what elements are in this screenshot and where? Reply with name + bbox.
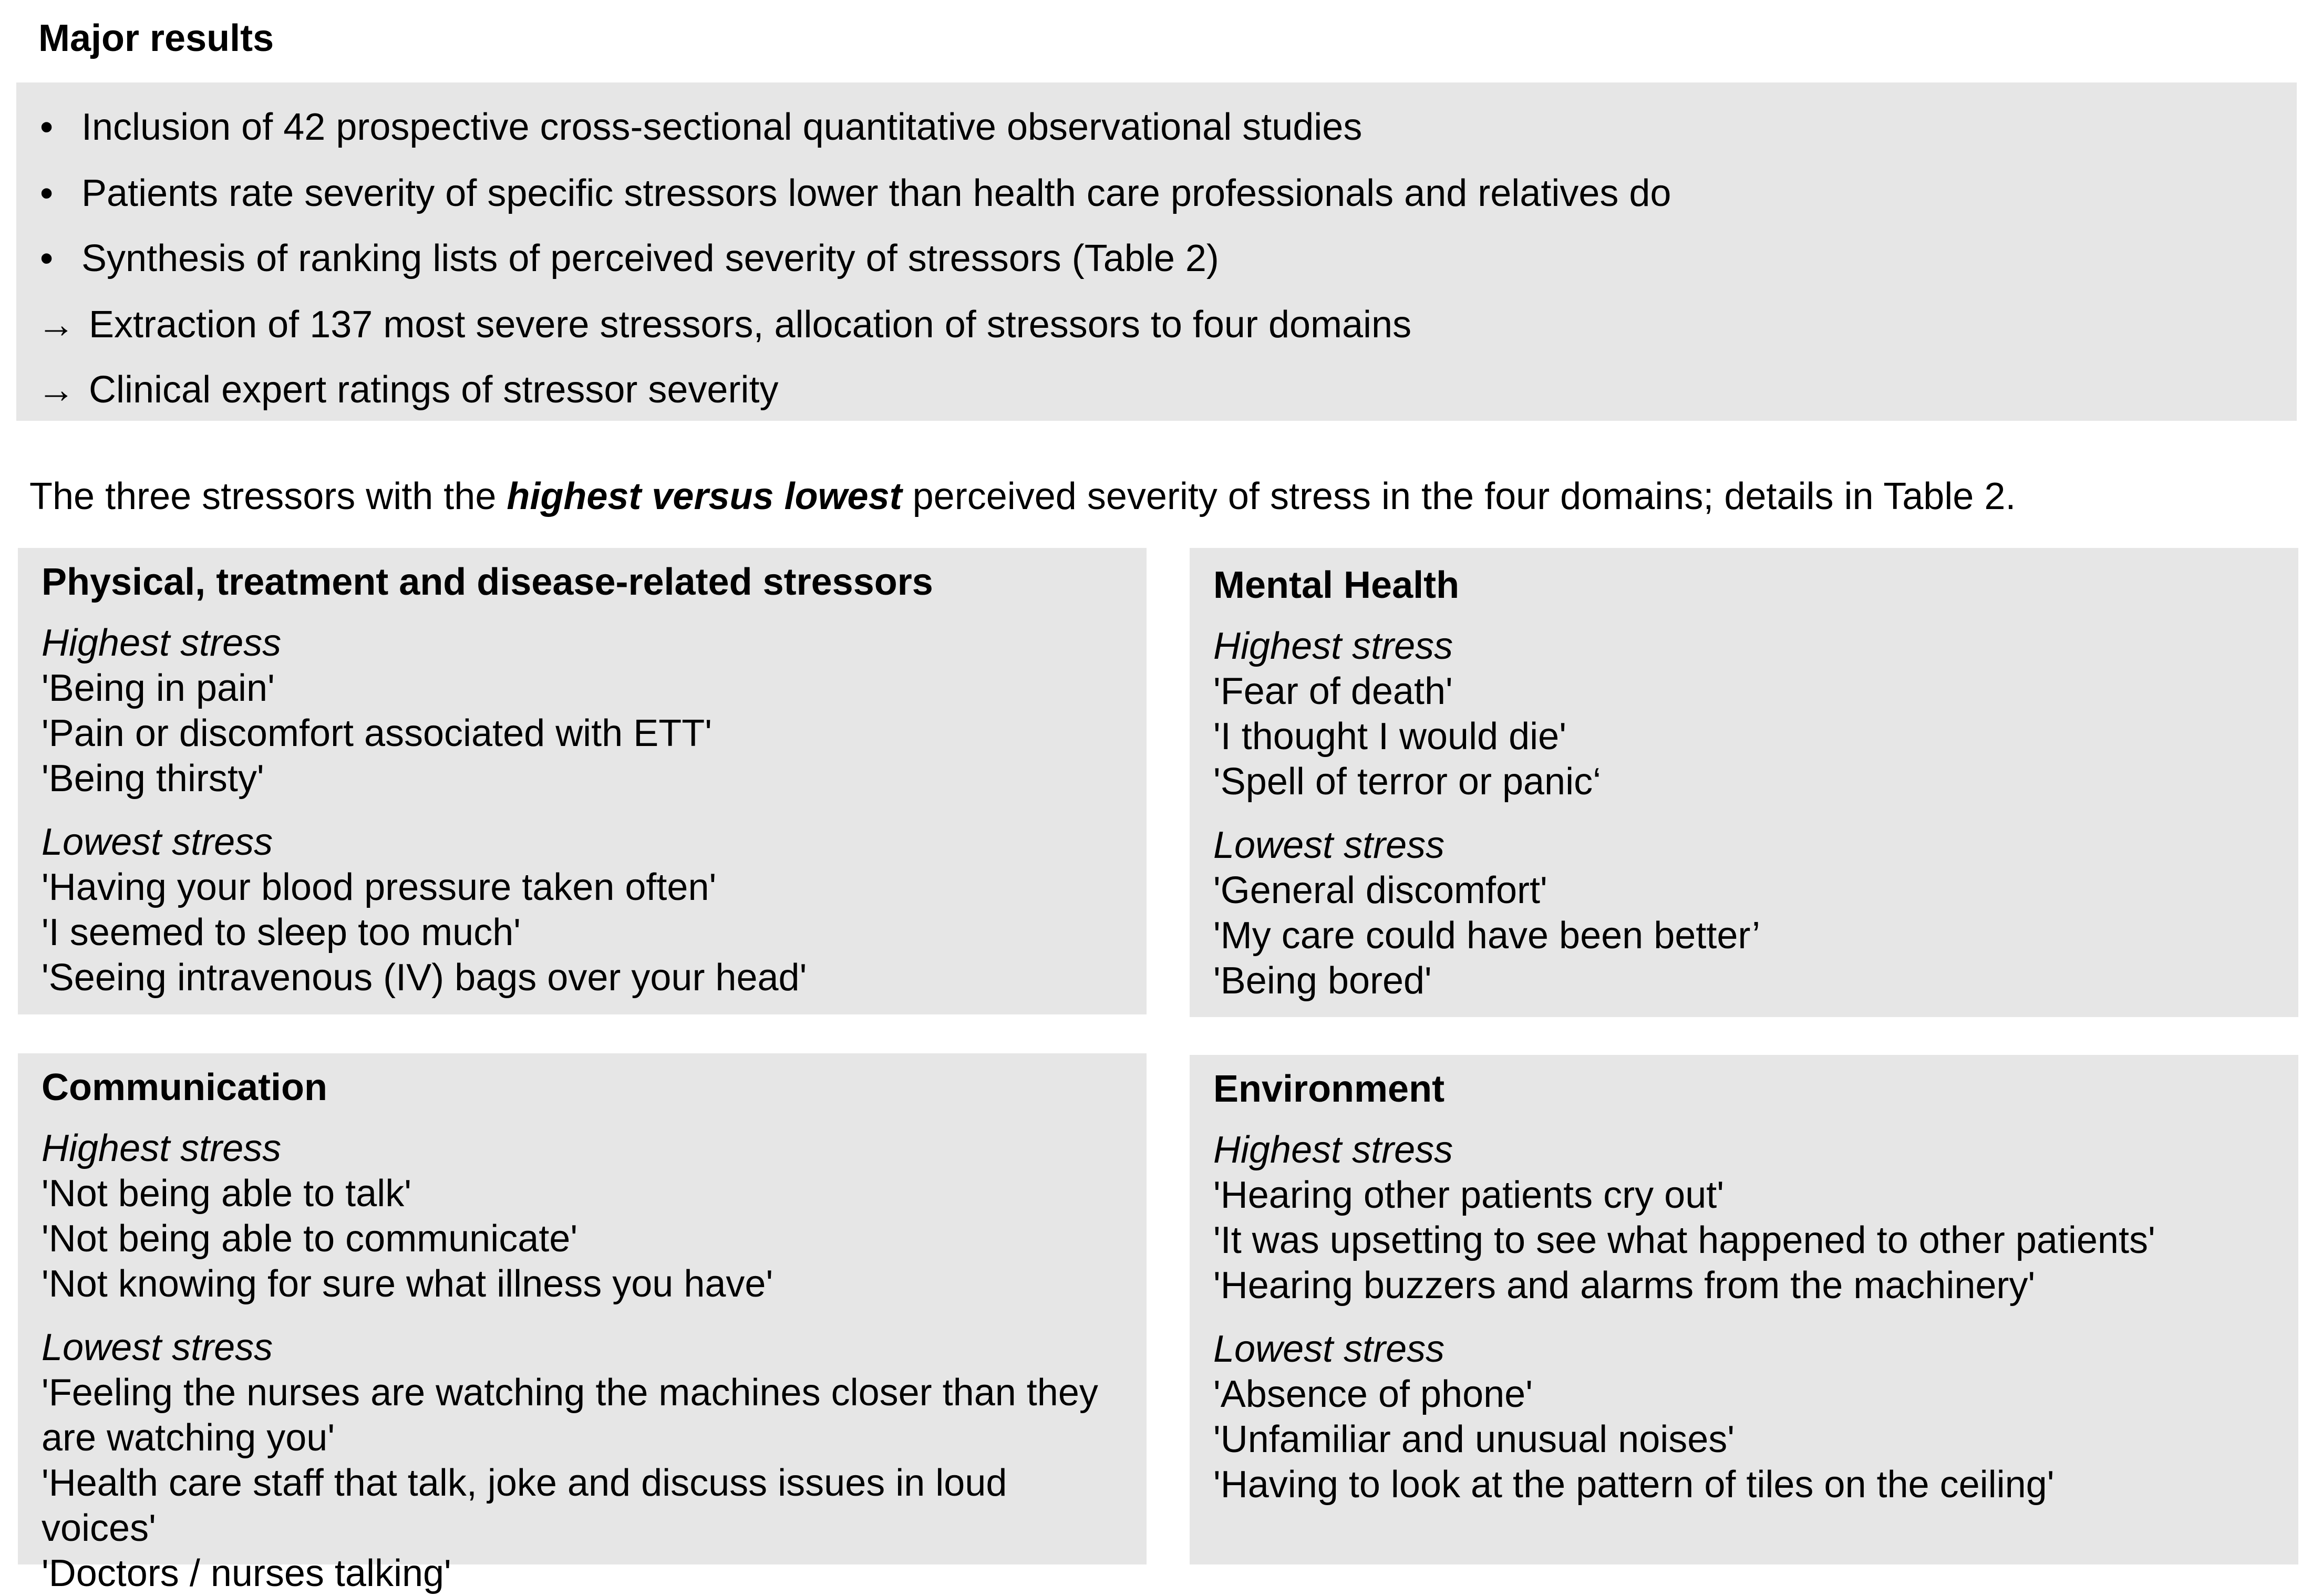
panel-title: Mental Health <box>1213 564 1460 606</box>
panel-title: Physical, treatment and disease-related stressors <box>42 561 933 603</box>
arrow-marker: → <box>37 304 75 346</box>
stressor-item: 'I seemed to sleep too much' <box>42 911 521 954</box>
stressor-item: 'Being thirsty' <box>42 758 264 800</box>
result-text: Clinical expert ratings of stressor severity <box>89 369 779 411</box>
stressor-item: 'Not being able to talk' <box>42 1173 411 1215</box>
intro-emphasis: highest versus lowest <box>507 475 902 517</box>
stressor-item: 'Doctors / nurses talking' <box>42 1552 451 1594</box>
arrow-marker: → <box>37 369 75 411</box>
stressor-item: 'It was upsetting to see what happened to other patients' <box>1213 1219 2155 1261</box>
lowest-stress-label: Lowest stress <box>1213 824 1445 866</box>
lowest-stress-list <box>1213 868 2277 1003</box>
highest-stress-list <box>42 1171 1126 1307</box>
stressor-item: 'Hearing buzzers and alarms from the machinery' <box>1213 1265 2036 1307</box>
highest-stress-label: Highest stress <box>42 1127 282 1169</box>
bullet-marker: • <box>40 172 54 214</box>
stressor-item: 'General discomfort' <box>1213 869 1547 911</box>
highest-stress-label: Highest stress <box>1213 1129 1453 1171</box>
bullet-marker: • <box>40 237 54 279</box>
panel-environment <box>1190 1055 2298 1564</box>
result-text: Inclusion of 42 prospective cross-sectional quantitative observational studies <box>81 106 1363 148</box>
intro-text: perceived severity of stress in the four domains; details in Table 2. <box>902 475 2016 517</box>
lowest-stress-label: Lowest stress <box>42 1326 273 1369</box>
highest-stress-label: Highest stress <box>1213 625 1453 667</box>
intro-text: The three stressors with the <box>29 475 507 517</box>
intro-sentence <box>29 473 2016 520</box>
result-text: Extraction of 137 most severe stressors, allocation of stressors to four domains <box>89 304 1412 346</box>
panel-communication <box>18 1053 1147 1594</box>
stressor-item: 'Pain or discomfort associated with ETT' <box>42 712 712 754</box>
stressor-item: 'Having to look at the pattern of tiles on the ceiling' <box>1213 1464 2055 1506</box>
highest-stress-list <box>1213 1173 2277 1308</box>
highest-stress-list <box>1213 669 2277 804</box>
highest-stress-list <box>42 666 1126 801</box>
lowest-stress-list <box>42 865 1126 1000</box>
lowest-stress-label: Lowest stress <box>42 821 273 863</box>
panel-mental-health <box>1190 548 2298 1017</box>
stressor-item: 'Absence of phone' <box>1213 1373 1533 1415</box>
stressor-item: 'Unfamiliar and unusual noises' <box>1213 1418 1735 1460</box>
stressor-item: 'I thought I would die' <box>1213 716 1566 758</box>
result-text: Patients rate severity of specific stressors lower than health care professionals and relatives do <box>81 172 1671 214</box>
stressor-item: 'Not being able to communicate' <box>42 1218 578 1260</box>
stressor-item: 'Fear of death' <box>1213 670 1453 712</box>
stressor-item: 'Having your blood pressure taken often' <box>42 866 717 908</box>
stressor-item: 'Health care staff that talk, joke and discuss issues in loud voices' <box>42 1462 1007 1549</box>
major-results-box <box>16 82 2297 421</box>
result-text: Synthesis of ranking lists of perceived severity of stressors (Table 2) <box>81 237 1219 279</box>
panel-title: Environment <box>1213 1068 1445 1110</box>
stressor-item: 'Feeling the nurses are watching the machines closer than they are watching you' <box>42 1372 1098 1459</box>
lowest-stress-list <box>1213 1372 2277 1507</box>
stressor-item: 'My care could have been better’ <box>1213 915 1761 957</box>
stressor-item: 'Being bored' <box>1213 960 1432 1002</box>
stressor-item: 'Hearing other patients cry out' <box>1213 1174 1724 1216</box>
panel-physical <box>18 548 1147 1014</box>
section-heading: Major results <box>38 17 274 59</box>
stressor-item: 'Not knowing for sure what illness you have' <box>42 1263 773 1305</box>
highest-stress-label: Highest stress <box>42 622 282 664</box>
stressor-item: 'Seeing intravenous (IV) bags over your head' <box>42 957 807 999</box>
panel-title: Communication <box>42 1066 328 1108</box>
lowest-stress-label: Lowest stress <box>1213 1328 1445 1370</box>
stressor-item: 'Spell of terror or panic‘ <box>1213 761 1602 803</box>
bullet-marker: • <box>40 106 54 148</box>
stressor-item: 'Being in pain' <box>42 667 275 709</box>
lowest-stress-list <box>42 1370 1126 1596</box>
